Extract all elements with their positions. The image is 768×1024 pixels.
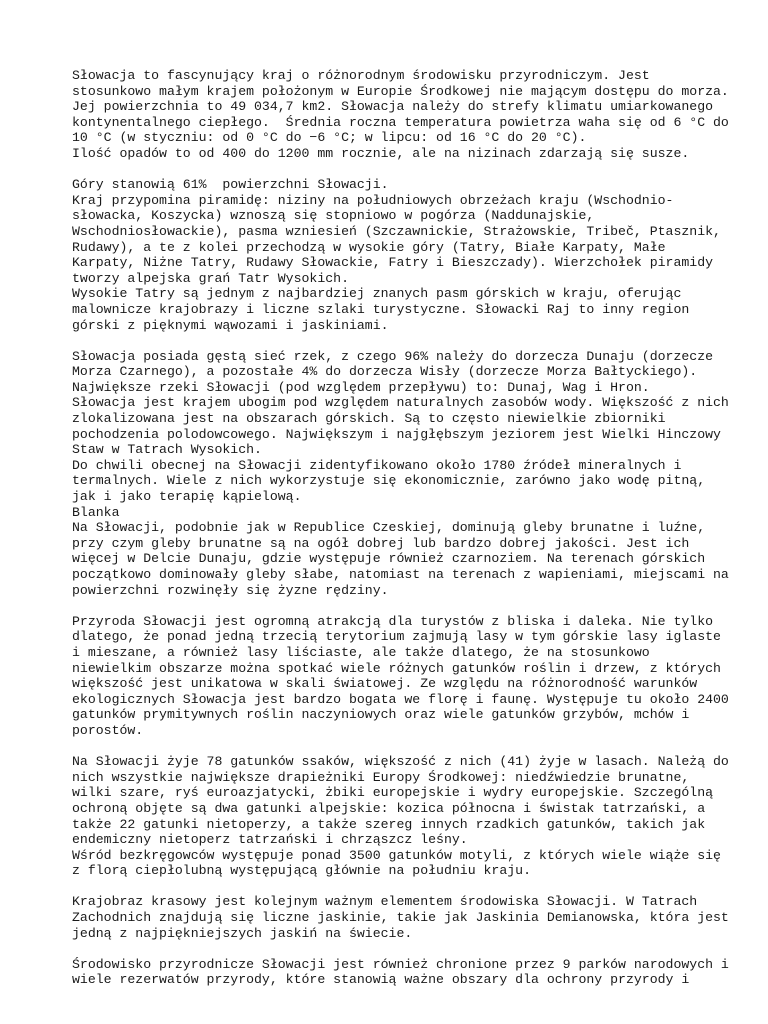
paragraph-climate: Słowacja to fascynujący kraj o różnorodnym środowisku przyrodniczym. Jest stosunkowo małym krajem położonym w Europie Środkowej nie mającym dostępu do morza. Jej powierzchnia to 49 034,7 km2. Słowacja należy do strefy klimatu umiarkowanego kontynentalnego ciepłego. Średnia roczna temperatura powietrza waha się od 6 °C do 10 °C (w styczniu: od 0 °C do −6 °C; w lipcu: od 16 °C do 20 °C). Ilość opadów to od 400 do 1200 mm rocznie, ale na nizinach zdarzają się susze. (72, 68, 729, 161)
document-page (72, 68, 729, 1004)
paragraph-fauna: Na Słowacji żyje 78 gatunków ssaków, większość z nich (41) żyje w lasach. Należą do nich wszystkie największe drapieżniki Europy Środkowej: niedźwiedzie brunatne, wilki szare, ryś euroazjatycki, żbiki europejskie i wydry europejskie. Szczególną ochroną objęte są dwa gatunki alpejskie: kozica północna i świstak tatrzański, a także 22 gatunki nietoperzy, a także szereg innych rzadkich gatunków, takich jak endemiczny nietoperz tatrzański i chrząszcz leśny. Wśród bezkręgowców występuje ponad 3500 gatunków motyli, z których wiele wiąże się z florą ciepłolubną występującą głównie na południu kraju. (72, 754, 729, 879)
paragraph-karst: Krajobraz krasowy jest kolejnym ważnym elementem środowiska Słowacji. W Tatrach Zachodnich znajdują się liczne jaskinie, takie jak Jaskinia Demianowska, która jest jedną z najpiękniejszych jaskiń na świecie. (72, 894, 729, 941)
paragraph-nature: Przyroda Słowacji jest ogromną atrakcją dla turystów z bliska i daleka. Nie tylko dlatego, że ponad jedną trzecią terytorium zajmują lasy w tym górskie lasy iglaste i mieszane, a również lasy liściaste, ale także dlatego, że na stosunkowo niewielkim obszarze można spotkać wiele różnych gatunków roślin i drzew, z których większość jest unikatowa w skali światowej. Ze względu na różnorodność warunków ekologicznych Słowacja jest bardzo bogata we florę i faunę. Występuje tu około 2400 gatunków prymitywnych roślin naczyniowych oraz wiele gatunków grzybów, mchów i porostów. (72, 613, 729, 738)
paragraph-rivers-soils: Słowacja posiada gęstą sieć rzek, z czego 96% należy do dorzecza Dunaju (dorzecze Morza Czarnego), a pozostałe 4% do dorzecza Wisły (dorzecze Morza Bałtyckiego). Największe rzeki Słowacji (pod względem przepływu) to: Dunaj, Wag i Hron. Słowacja jest krajem ubogim pod względem naturalnych zasobów wody. Większość z nich zlokalizowana jest na obszarach górskich. Są to często niewielkie zbiorniki pochodzenia polodowcowego. Największym i najgłębszym jeziorem jest Wielki Hinczowy Staw w Tatrach Wysokich. Do chwili obecnej na Słowacji zidentyfikowano około 1780 źródeł mineralnych i termalnych. Wiele z nich wykorzystuje się ekonomicznie, zarówno jako wodę pitną, jak i jako terapię kąpielową. Blanka Na Słowacji, podobnie jak w Republice Czeskiej, dominują gleby brunatne i luźne, przy czym gleby brunatne są na ogół dobrej lub bardzo dobrej jakości. Jest ich więcej w Delcie Dunaju, gdzie występuje również czarnoziem. Na terenach górskich początkowo dominowały gleby słabe, natomiast na terenach z wapieniami, miejscami na powierzchni rozwinęły się żyzne rędziny. (72, 348, 729, 598)
paragraph-mountains: Góry stanowią 61% powierzchni Słowacji. Kraj przypomina piramidę: niziny na południowych obrzeżach kraju (Wschodnio- słowacka, Koszycka) wznoszą się stopniowo w pogórza (Naddunajskie, Wschodniosłowackie), pasma wzniesień (Szczawnickie, Strażowskie, Tribeč, Ptasznik, Rudawy), a te z kolei przechodzą w wysokie góry (Tatry, Białe Karpaty, Małe Karpaty, Niżne Tatry, Rudawy Słowackie, Fatry i Bieszczady). Wierzchołek piramidy tworzy alpejska grań Tatr Wysokich. Wysokie Tatry są jednym z najbardziej znanych pasm górskich w kraju, oferując malownicze krajobrazy i liczne szlaki turystyczne. Słowacki Raj to inny region górski z pięknymi wąwozami i jaskiniami. (72, 177, 721, 333)
paragraph-protection: Środowisko przyrodnicze Słowacji jest również chronione przez 9 parków narodowych i wiele rezerwatów przyrody, które stanowią ważne obszary dla ochrony przyrody i (72, 956, 729, 988)
